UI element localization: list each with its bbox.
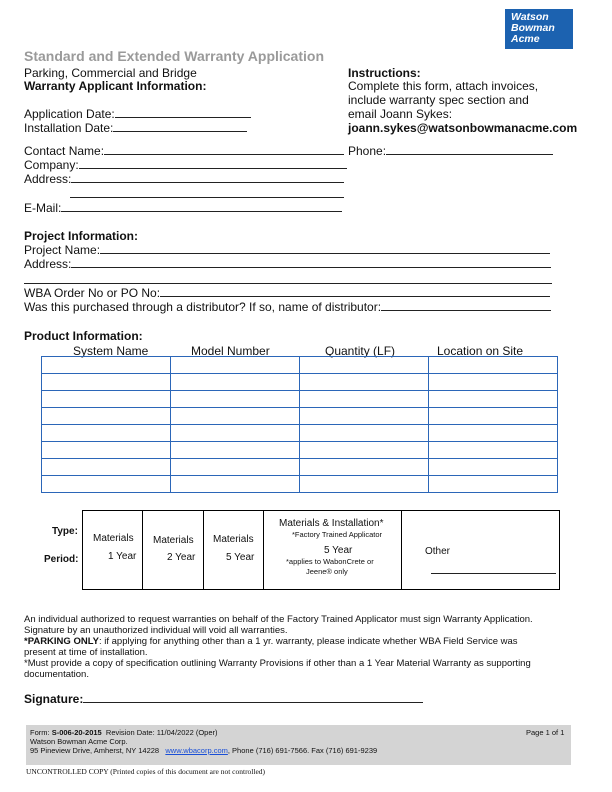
- warranty-option-4-applies: *applies to WabonCrete or: [286, 557, 374, 566]
- application-date-label: Application Date:: [24, 107, 115, 121]
- contact-name-label: Contact Name:: [24, 144, 105, 158]
- distributor-line[interactable]: [381, 300, 551, 311]
- project-name-label: Project Name:: [24, 243, 101, 257]
- uncontrolled-copy-notice: UNCONTROLLED COPY (Printed copies of this document are not controlled): [26, 767, 266, 776]
- warranty-option-4-type: Materials & Installation*: [279, 518, 384, 529]
- product-cell[interactable]: [300, 476, 429, 493]
- company-logo: [505, 9, 573, 49]
- email-line[interactable]: [61, 201, 342, 212]
- product-row: [42, 476, 558, 493]
- footer-address: 95 Pineview Drive, Amherst, NY 14228: [30, 746, 160, 755]
- installation-date-label: Installation Date:: [24, 121, 114, 135]
- footer-form-info: [30, 728, 218, 737]
- logo-line-3: Acme: [511, 33, 540, 45]
- product-cell[interactable]: [42, 459, 171, 476]
- warranty-option-4-note: *Factory Trained Applicator: [292, 530, 383, 539]
- project-heading: Project Information:: [24, 229, 139, 243]
- instructions-line-1: Complete this form, attach invoices,: [348, 79, 539, 93]
- signature-field[interactable]: [24, 692, 423, 706]
- product-cell[interactable]: [171, 425, 300, 442]
- notes-block: [24, 614, 533, 680]
- signature-label: Signature:: [24, 692, 84, 706]
- product-cell[interactable]: [42, 374, 171, 391]
- product-cell[interactable]: [42, 391, 171, 408]
- product-cell[interactable]: [429, 408, 558, 425]
- product-cell[interactable]: [429, 442, 558, 459]
- product-cell[interactable]: [42, 425, 171, 442]
- product-cell[interactable]: [429, 374, 558, 391]
- warranty-option-3[interactable]: [204, 511, 264, 589]
- phone-label: Phone:: [348, 144, 387, 158]
- note-specification-cont: documentation.: [24, 669, 89, 680]
- product-cell[interactable]: [300, 425, 429, 442]
- note-parking-label: *PARKING ONLY: [24, 636, 99, 647]
- product-cell[interactable]: [42, 357, 171, 374]
- footer-page-number: Page 1 of 1: [526, 728, 565, 737]
- instructions-email: joann.sykes@watsonbowmanacme.com: [348, 121, 578, 135]
- product-cell[interactable]: [429, 459, 558, 476]
- footer-form-label: Form:: [30, 728, 50, 737]
- footer-website-link[interactable]: www.wbacorp.com: [165, 746, 228, 755]
- footer-form-number: S-006-20-2015: [51, 728, 102, 737]
- order-number-label: WBA Order No or PO No:: [24, 286, 161, 300]
- footer-revision: Revision Date: 11/04/2022 (Oper): [105, 728, 218, 737]
- warranty-other-label: Other: [425, 546, 451, 557]
- instructions-line-2: include warranty spec section and: [348, 93, 529, 107]
- product-cell[interactable]: [429, 357, 558, 374]
- product-row: [42, 374, 558, 391]
- application-date-field[interactable]: [24, 107, 251, 121]
- address-field[interactable]: [24, 172, 344, 186]
- signature-line[interactable]: [83, 692, 423, 703]
- product-cell[interactable]: [42, 408, 171, 425]
- warranty-option-4-applies-2: Jeene® only: [306, 567, 348, 576]
- company-line[interactable]: [79, 158, 347, 169]
- product-row: [42, 391, 558, 408]
- column-quantity: Quantity (LF): [325, 344, 396, 358]
- note-specification: *Must provide a copy of specification outlining Warranty Provisions if other than a 1 Year Material Warranty as supporting: [24, 658, 531, 669]
- order-number-field[interactable]: [24, 286, 550, 300]
- product-cell[interactable]: [429, 476, 558, 493]
- note-parking-cont: present at time of installation.: [24, 647, 148, 658]
- warranty-option-2-type: Materials: [153, 535, 194, 546]
- warranty-option-4[interactable]: [264, 511, 402, 589]
- product-cell[interactable]: [429, 391, 558, 408]
- phone-field[interactable]: [348, 144, 553, 158]
- email-field[interactable]: [24, 201, 342, 215]
- product-cell[interactable]: [42, 442, 171, 459]
- warranty-option-1-period: 1 Year: [108, 551, 137, 562]
- product-cell[interactable]: [171, 391, 300, 408]
- email-label: E-Mail:: [24, 201, 62, 215]
- warranty-option-3-period: 5 Year: [226, 552, 255, 563]
- note-authorized: An individual authorized to request warranties on behalf of the Factory Trained Applicator must sign Warranty Application.: [24, 614, 533, 625]
- product-cell[interactable]: [300, 442, 429, 459]
- product-row: [42, 442, 558, 459]
- logo-line-2: Bowman: [511, 22, 555, 34]
- column-system-name: System Name: [73, 344, 149, 358]
- product-row: [42, 425, 558, 442]
- product-cell[interactable]: [171, 459, 300, 476]
- note-parking: [24, 636, 533, 647]
- product-cell[interactable]: [429, 425, 558, 442]
- product-cell[interactable]: [300, 357, 429, 374]
- product-row: [42, 408, 558, 425]
- project-address-field[interactable]: [24, 257, 551, 271]
- form-title: Standard and Extended Warranty Application: [24, 48, 325, 64]
- product-table: [41, 356, 558, 493]
- warranty-option-1-type: Materials: [93, 533, 134, 544]
- applicant-heading: Warranty Applicant Information:: [24, 79, 207, 93]
- logo-line-1: Watson: [511, 11, 549, 23]
- type-label: Type:: [52, 526, 78, 537]
- contact-name-line[interactable]: [104, 144, 344, 155]
- installation-date-field[interactable]: [24, 121, 247, 135]
- project-address-label: Address:: [24, 257, 72, 271]
- warranty-option-3-type: Materials: [213, 534, 254, 545]
- product-cell[interactable]: [171, 442, 300, 459]
- project-name-line[interactable]: [100, 243, 550, 254]
- warranty-option-2[interactable]: [143, 511, 204, 589]
- product-cell[interactable]: [171, 357, 300, 374]
- warranty-option-2-period: 2 Year: [167, 552, 196, 563]
- application-date-line[interactable]: [115, 107, 251, 118]
- product-cell[interactable]: [171, 476, 300, 493]
- footer-bar: [26, 725, 571, 765]
- period-label: Period:: [44, 554, 79, 565]
- product-cell[interactable]: [171, 374, 300, 391]
- order-number-line[interactable]: [160, 286, 550, 297]
- address-label: Address:: [24, 172, 72, 186]
- warranty-other-line[interactable]: [431, 563, 556, 574]
- product-row: [42, 357, 558, 374]
- instructions-line-3: email Joann Sykes:: [348, 107, 453, 121]
- product-row: [42, 459, 558, 476]
- instructions-heading: Instructions:: [348, 66, 421, 80]
- phone-line[interactable]: [386, 144, 553, 155]
- product-cell[interactable]: [300, 374, 429, 391]
- product-cell[interactable]: [171, 408, 300, 425]
- product-cell[interactable]: [300, 408, 429, 425]
- distributor-label: Was this purchased through a distributor? If so, name of distributor:: [24, 300, 382, 314]
- warranty-options-box: [82, 510, 560, 590]
- company-field[interactable]: [24, 158, 347, 172]
- footer-contact: [30, 746, 377, 755]
- project-address-line-1[interactable]: [71, 257, 551, 268]
- project-name-field[interactable]: [24, 243, 550, 257]
- company-label: Company:: [24, 158, 79, 172]
- column-location: Location on Site: [437, 344, 524, 358]
- installation-date-line[interactable]: [113, 121, 247, 132]
- note-parking-text: : if applying for anything other than a 1 yr. warranty, please indicate whether WBA Field Service was: [98, 636, 518, 647]
- column-model-number: Model Number: [191, 344, 270, 358]
- footer-phone-fax: , Phone (716) 691-7566. Fax (716) 691-9239: [227, 746, 378, 755]
- address-line-1[interactable]: [71, 172, 344, 183]
- form-subtitle: Parking, Commercial and Bridge: [24, 66, 197, 80]
- address-line-2[interactable]: [70, 187, 344, 198]
- warranty-option-1[interactable]: [83, 511, 143, 589]
- distributor-field[interactable]: [24, 300, 551, 314]
- project-address-line-2[interactable]: [24, 273, 552, 284]
- warranty-option-4-period: 5 Year: [324, 545, 353, 556]
- product-heading: Product Information:: [24, 329, 143, 343]
- product-cell[interactable]: [42, 476, 171, 493]
- product-cell[interactable]: [300, 391, 429, 408]
- footer-company: Watson Bowman Acme Corp.: [30, 737, 128, 746]
- note-unauthorized: Signature by an unauthorized individual will void all warranties.: [24, 625, 288, 636]
- product-cell[interactable]: [300, 459, 429, 476]
- contact-name-field[interactable]: [24, 144, 344, 158]
